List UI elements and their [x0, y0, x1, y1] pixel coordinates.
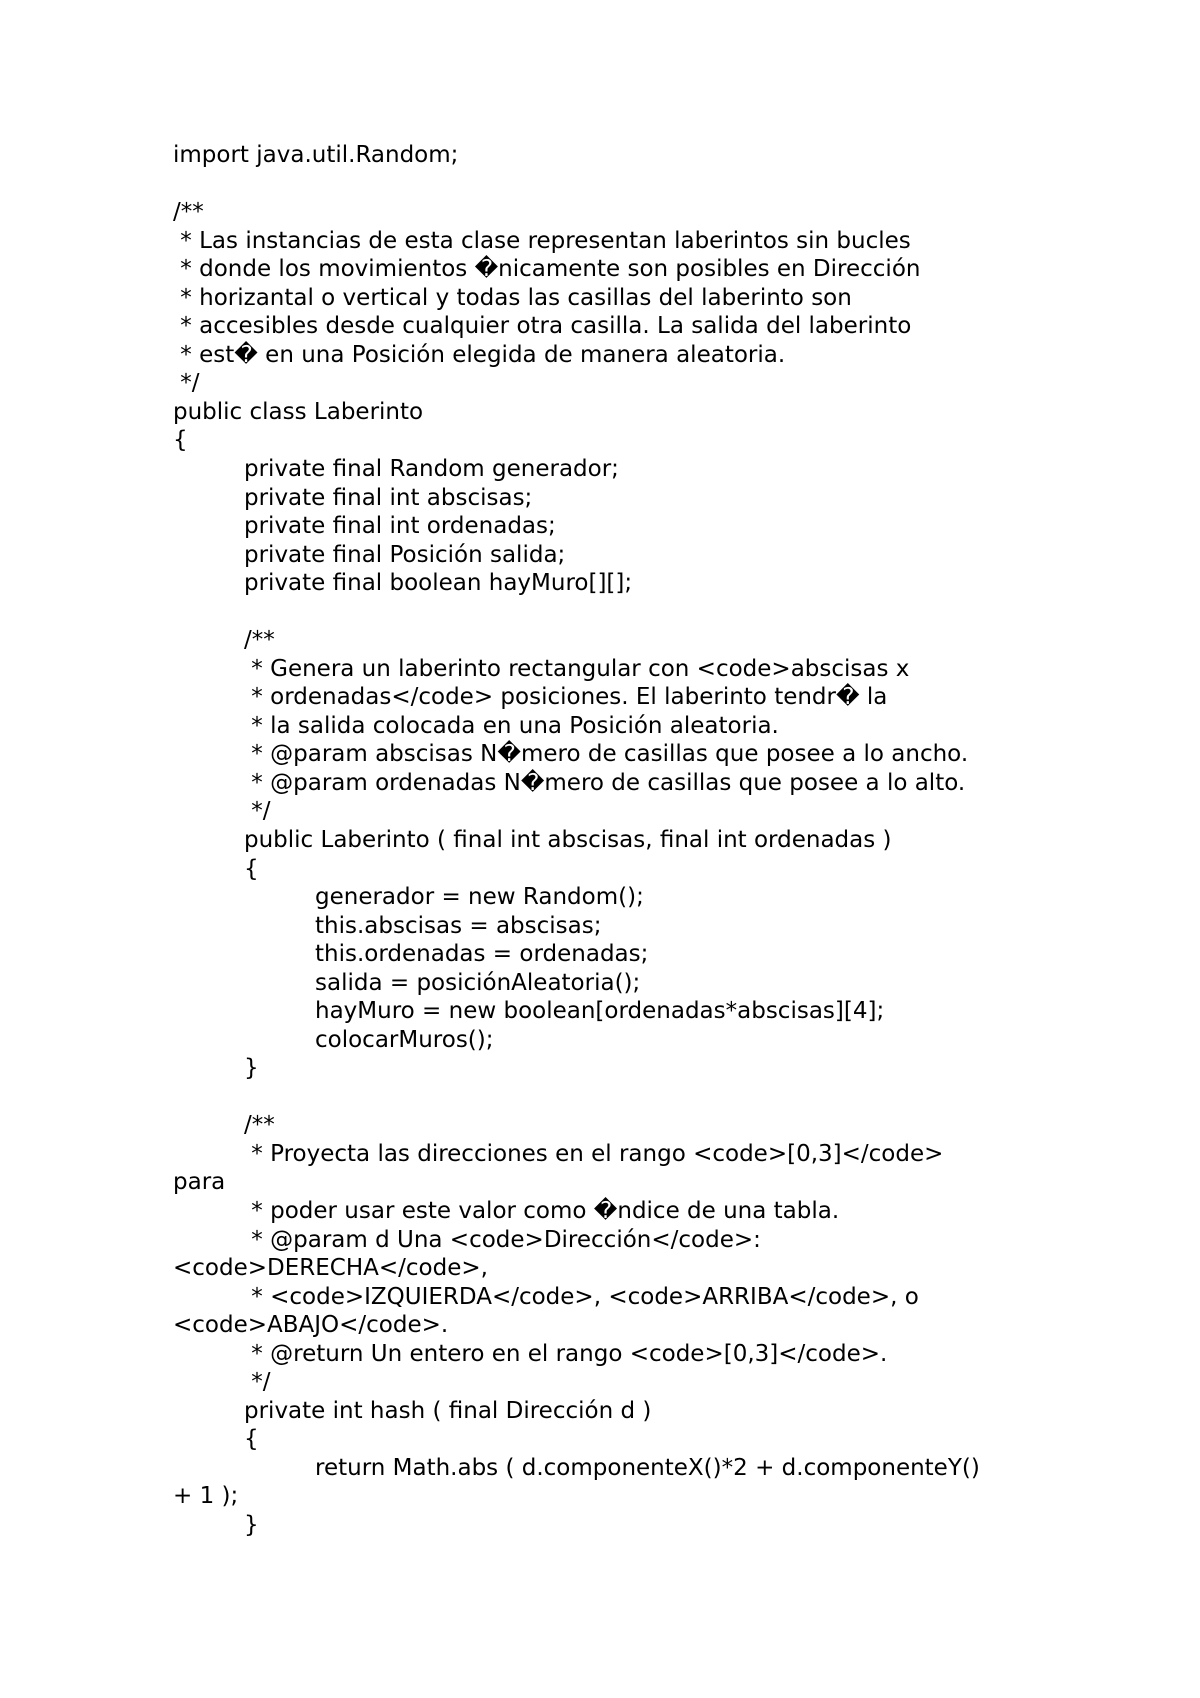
code-line: * la salida colocada en una Posición aleatoria. — [244, 712, 779, 739]
code-line: private final int ordenadas; — [244, 513, 556, 539]
code-line: colocarMuros(); — [315, 1026, 494, 1053]
code-line: * donde los movimientos �nicamente son posibles en Dirección — [173, 256, 921, 283]
code-line: } — [244, 1511, 259, 1538]
code-line: */ — [244, 1369, 271, 1396]
code-line: private final Posición salida; — [244, 541, 566, 568]
code-line: + 1 ); — [173, 1483, 239, 1510]
code-line: public class Laberinto — [173, 398, 424, 425]
code-line: private final int abscisas; — [244, 484, 533, 511]
code-line: * horizantal o vertical y todas las casillas del laberinto son — [173, 284, 852, 311]
code-line: { — [244, 1426, 259, 1453]
code-line: /** — [244, 627, 275, 654]
code-line: * ordenadas</code> posiciones. El laberinto tendr� la — [244, 684, 888, 711]
code-line: <code>ABAJO</code>. — [173, 1312, 449, 1339]
code-line: * <code>IZQUIERDA</code>, <code>ARRIBA</code>, o — [244, 1283, 919, 1310]
code-line: private final boolean hayMuro[][]; — [244, 570, 633, 597]
code-line: /** — [244, 1112, 275, 1139]
code-line: */ — [244, 798, 271, 825]
code-line: { — [244, 855, 259, 882]
code-line: this.ordenadas = ordenadas; — [315, 941, 649, 968]
code-line: return Math.abs ( d.componenteX()*2 + d.componenteY() — [315, 1454, 980, 1481]
code-line: /** — [173, 199, 204, 226]
code-line: * accesibles desde cualquier otra casilla. La salida del laberinto — [173, 313, 912, 340]
code-line: { — [173, 427, 188, 454]
code-line: generador = new Random(); — [315, 884, 644, 910]
code-line: <code>DERECHA</code>, — [173, 1255, 488, 1282]
code-line: * poder usar este valor como �ndice de una tabla. — [244, 1198, 840, 1224]
code-line: * Proyecta las direcciones en el rango <code>[0,3]</code> — [244, 1140, 944, 1167]
code-line: salida = posiciónAleatoria(); — [315, 969, 641, 996]
code-line: hayMuro = new boolean[ordenadas*abscisas][4]; — [315, 998, 885, 1025]
code-line: * est� en una Posición elegida de manera aleatoria. — [173, 341, 786, 368]
code-line: * @param d Una <code>Dirección</code>: — [244, 1226, 761, 1253]
code-line: import java.util.Random; — [173, 142, 459, 168]
code-line: * Las instancias de esta clase representan laberintos sin bucles — [173, 227, 911, 254]
code-line: * @param abscisas N�mero de casillas que posee a lo ancho. — [244, 741, 969, 768]
code-line: this.abscisas = abscisas; — [315, 912, 602, 939]
code-line: } — [244, 1055, 259, 1082]
code-line: * @return Un entero en el rango <code>[0,3]</code>. — [244, 1340, 888, 1367]
code-line: para — [173, 1169, 226, 1196]
code-line: * @param ordenadas N�mero de casillas que posee a lo alto. — [244, 769, 966, 796]
code-line: private final Random generador; — [244, 455, 619, 482]
code-line: public Laberinto ( final int abscisas, final int ordenadas ) — [244, 827, 892, 853]
code-line: * Genera un laberinto rectangular con <code>abscisas x — [244, 655, 910, 682]
code-line: private int hash ( final Dirección d ) — [244, 1397, 652, 1424]
code-line: */ — [173, 370, 200, 397]
